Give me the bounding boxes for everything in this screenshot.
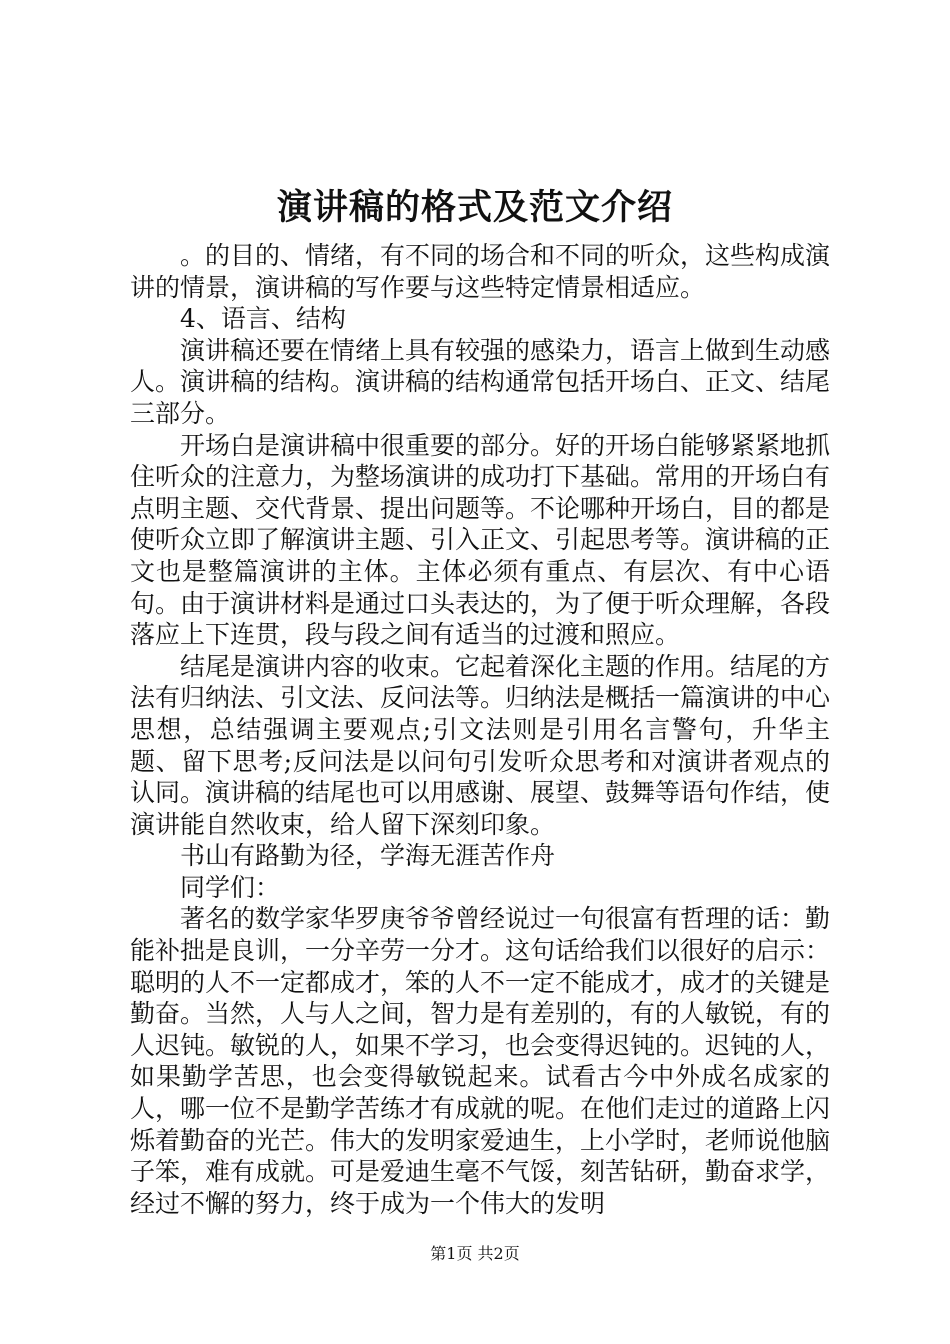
paragraph: 开场白是演讲稿中很重要的部分。好的开场白能够紧紧地抓住听众的注意力，为整场演讲的成功打下基础。常用的开场白有点明主题、交代背景、提出问题等。不论哪种开场白，目的都是使听众立即了解演讲主题、引入正文、引起思考等。演讲稿的正文也是整篇演讲的主体。主体必须有重点、有层次、有中心语句。由于演讲材料是通过口头表达的，为了便于听众理解，各段落应上下连贯，段与段之间有适当的过渡和照应。 [130,430,831,650]
speech-title: 书山有路勤为径，学海无涯苦作舟 [180,841,556,871]
paragraph: 演讲稿还要在情绪上具有较强的感染力，语言上做到生动感人。演讲稿的结构。演讲稿的结构通常包括开场白、正文、结尾三部分。 [130,335,831,428]
page-footer: 第1页 共2页 [430,1244,520,1263]
document-body [130,240,830,1219]
salutation: 同学们： [180,872,281,902]
paragraph: 。的目的、情绪，有不同的场合和不同的听众，这些构成演讲的情景，演讲稿的写作要与这些特定情景相适应。 [130,241,831,302]
paragraph: 结尾是演讲内容的收束。它起着深化主题的作用。结尾的方法有归纳法、引文法、反问法等。归纳法是概括一篇演讲的中心思想，总结强调主要观点;引文法则是引用名言警句，升华主题、留下思考;反问法是以问句引发听众思考和对演讲者观点的认同。演讲稿的结尾也可以用感谢、展望、鼓舞等语句作结，使演讲能自然收束，给人留下深刻印象。 [130,651,831,839]
section-heading: 4、语言、结构 [180,304,346,334]
page-title: 演讲稿的格式及范文介绍 [276,187,673,228]
paragraph: 著名的数学家华罗庚爷爷曾经说过一句很富有哲理的话：勤能补拙是良训，一分辛劳一分才。这句话给我们以很好的启示：聪明的人不一定都成才，笨的人不一定不能成才，成才的关键是勤奋。当然，人与人之间，智力是有差别的，有的人敏锐，有的人迟钝。敏锐的人，如果不学习，也会变得迟钝的。迟钝的人，如果勤学苦思，也会变得敏锐起来。试看古今中外成名成家的人，哪一位不是勤学苦练才有成就的呢。在他们走过的道路上闪烁着勤奋的光芒。伟大的发明家爱迪生，上小学时，老师说他脑子笨，难有成就。可是爱迪生毫不气馁，刻苦钻研，勤奋求学，经过不懈的努力，终于成为一个伟大的发明 [130,904,831,1218]
